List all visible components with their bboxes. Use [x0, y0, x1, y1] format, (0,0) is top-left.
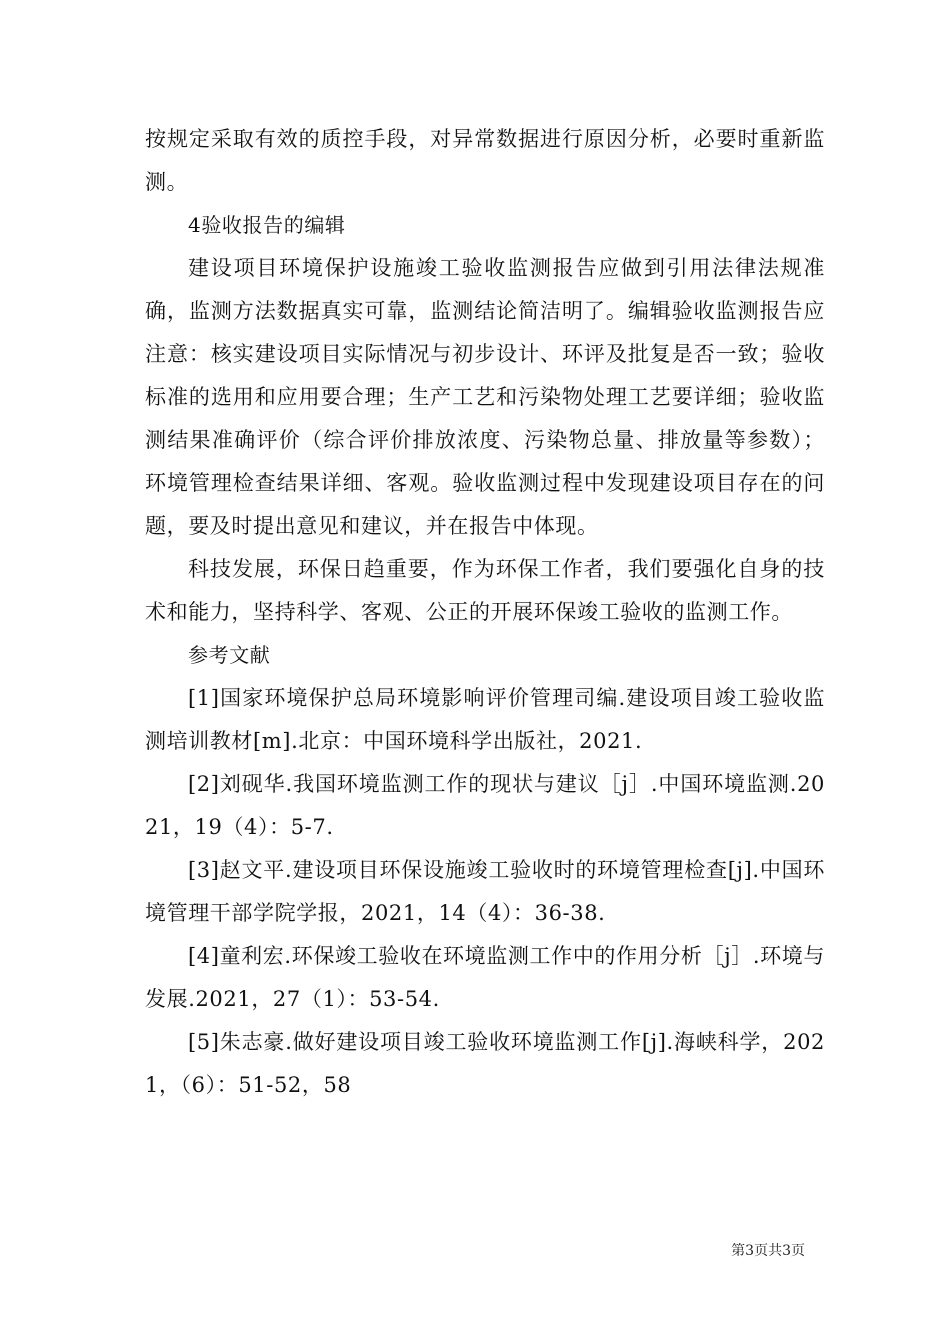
references-heading: 参考文献 — [188, 643, 271, 667]
document-body — [145, 118, 825, 1107]
reference-item: [1]国家环境保护总局环境影响评价管理司编.建设项目竣工验收监测培训教材[m].北京：中国环境科学出版社，2021. — [145, 686, 825, 753]
paragraph-continuation: 按规定采取有效的质控手段，对异常数据进行原因分析，必要时重新监测。 — [145, 127, 825, 194]
page-number: 第3页共3页 — [731, 1243, 805, 1259]
reference-item: [2]刘砚华.我国环境监测工作的现状与建议［j］.中国环境监测.2021，19（4）：5-7. — [145, 772, 825, 839]
reference-item: [5]朱志豪.做好建设项目竣工验收环境监测工作[j].海峡科学，2021，（6）：51-52，58 — [145, 1030, 825, 1097]
section-heading: 4验收报告的编辑 — [188, 213, 346, 237]
paragraph-body: 科技发展，环保日趋重要，作为环保工作者，我们要强化自身的技术和能力，坚持科学、客观、公正的开展环保竣工验收的监测工作。 — [145, 557, 825, 624]
reference-item: [4]童利宏.环保竣工验收在环境监测工作中的作用分析［j］.环境与发展.2021，27（1）：53-54. — [145, 944, 825, 1011]
paragraph-body: 建设项目环境保护设施竣工验收监测报告应做到引用法律法规准确，监测方法数据真实可靠，监测结论简洁明了。编辑验收监测报告应注意：核实建设项目实际情况与初步设计、环评及批复是否一致；验收标准的选用和应用要合理；生产工艺和污染物处理工艺要详细；验收监测结果准确评价（综合评价排放浓度、污染物总量、排放量等参数）；环境管理检查结果详细、客观。验收监测过程中发现建设项目存在的问题，要及时提出意见和建议，并在报告中体现。 — [145, 256, 825, 538]
reference-item: [3]赵文平.建设项目环保设施竣工验收时的环境管理检查[j].中国环境管理干部学院学报，2021，14（4）：36-38. — [145, 858, 825, 925]
